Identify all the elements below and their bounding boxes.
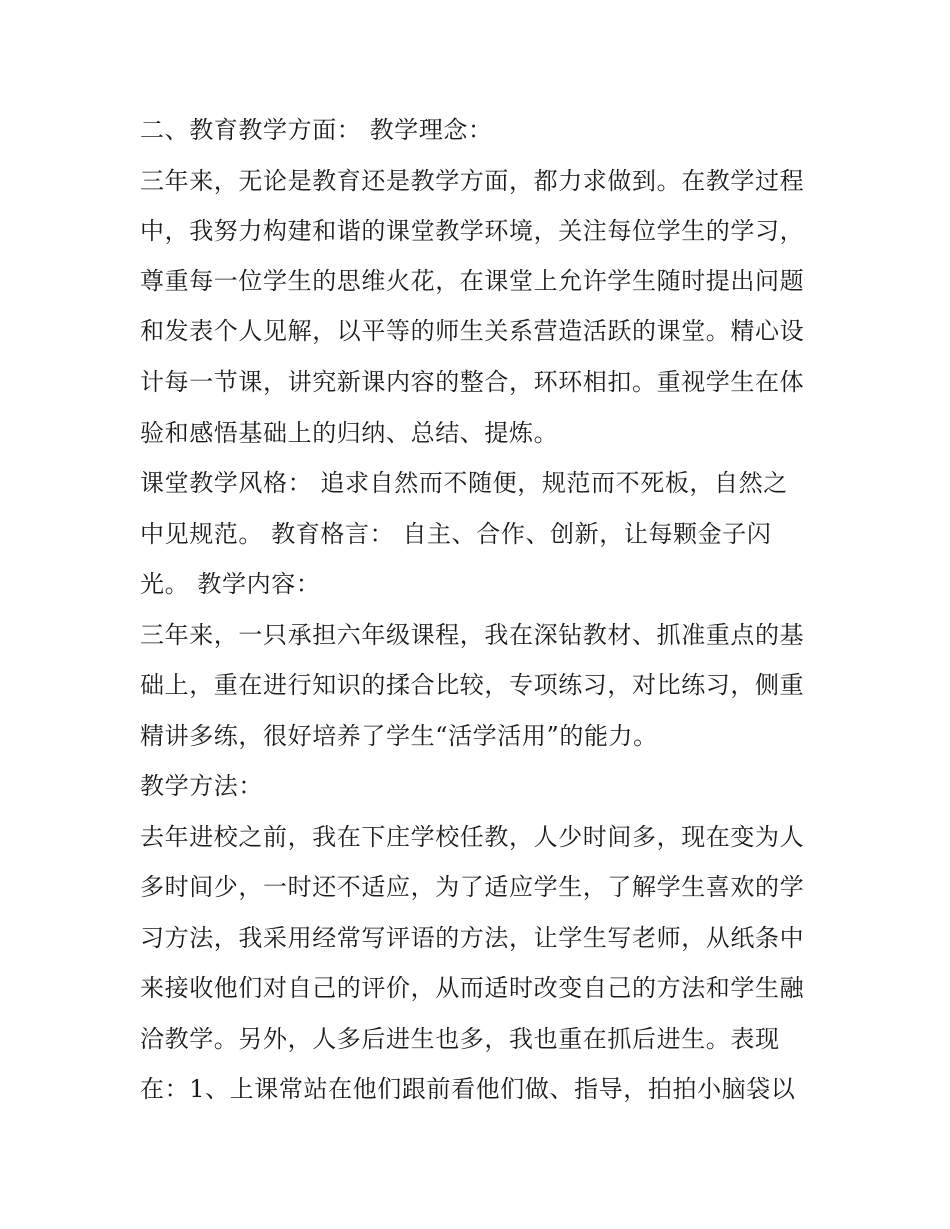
- paragraph-line: 尊重每一位学生的思维火花，在课堂上允许学生随时提出问题: [140, 267, 805, 295]
- paragraph-line: 多时间少，一时还不适应，为了适应学生，了解学生喜欢的学: [140, 873, 805, 901]
- paragraph-line: 验和感悟基础上的归纳、总结、提炼。: [140, 419, 559, 447]
- paragraph-line: 去年进校之前，我在下庄学校任教，人少时间多，现在变为人: [140, 823, 805, 851]
- paragraph-line: 洽教学。另外，人多后进生也多，我也重在抓后进生。表现: [140, 1025, 780, 1053]
- paragraph-line: 和发表个人见解，以平等的师生关系营造活跃的课堂。精心设: [140, 317, 805, 345]
- paragraph-line-teaching-style: 课堂教学风格： 追求自然而不随便，规范而不死板，自然之: [140, 469, 788, 497]
- paragraph-line: 计每一节课，讲究新课内容的整合，环环相扣。重视学生在体: [140, 368, 805, 396]
- section-heading-education: 二、教育教学方面： 教学理念：: [140, 116, 493, 144]
- paragraph-line: 础上，重在进行知识的揉合比较，专项练习，对比练习，侧重: [140, 671, 805, 699]
- paragraph-line: 来接收他们对自己的评价，从而适时改变自己的方法和学生融: [140, 974, 805, 1002]
- paragraph-line: 精讲多练，很好培养了学生“活学活用”的能力。: [140, 722, 658, 750]
- paragraph-line: 三年来，无论是教育还是教学方面，都力求做到。在教学过程: [140, 167, 805, 195]
- section-heading-methods: 教学方法：: [140, 772, 263, 800]
- paragraph-line: 在：1、上课常站在他们跟前看他们做、指导，拍拍小脑袋以: [140, 1075, 796, 1103]
- paragraph-line: 光。 教学内容：: [140, 570, 321, 598]
- paragraph-line: 中见规范。 教育格言： 自主、合作、创新，让每颗金子闪: [140, 520, 772, 548]
- paragraph-line: 中，我努力构建和谐的课堂教学环境，关注每位学生的学习，: [140, 217, 805, 245]
- paragraph-line: 习方法，我采用经常写评语的方法，让学生写老师，从纸条中: [140, 924, 805, 952]
- paragraph-line: 三年来，一只承担六年级课程，我在深钻教材、抓准重点的基: [140, 621, 805, 649]
